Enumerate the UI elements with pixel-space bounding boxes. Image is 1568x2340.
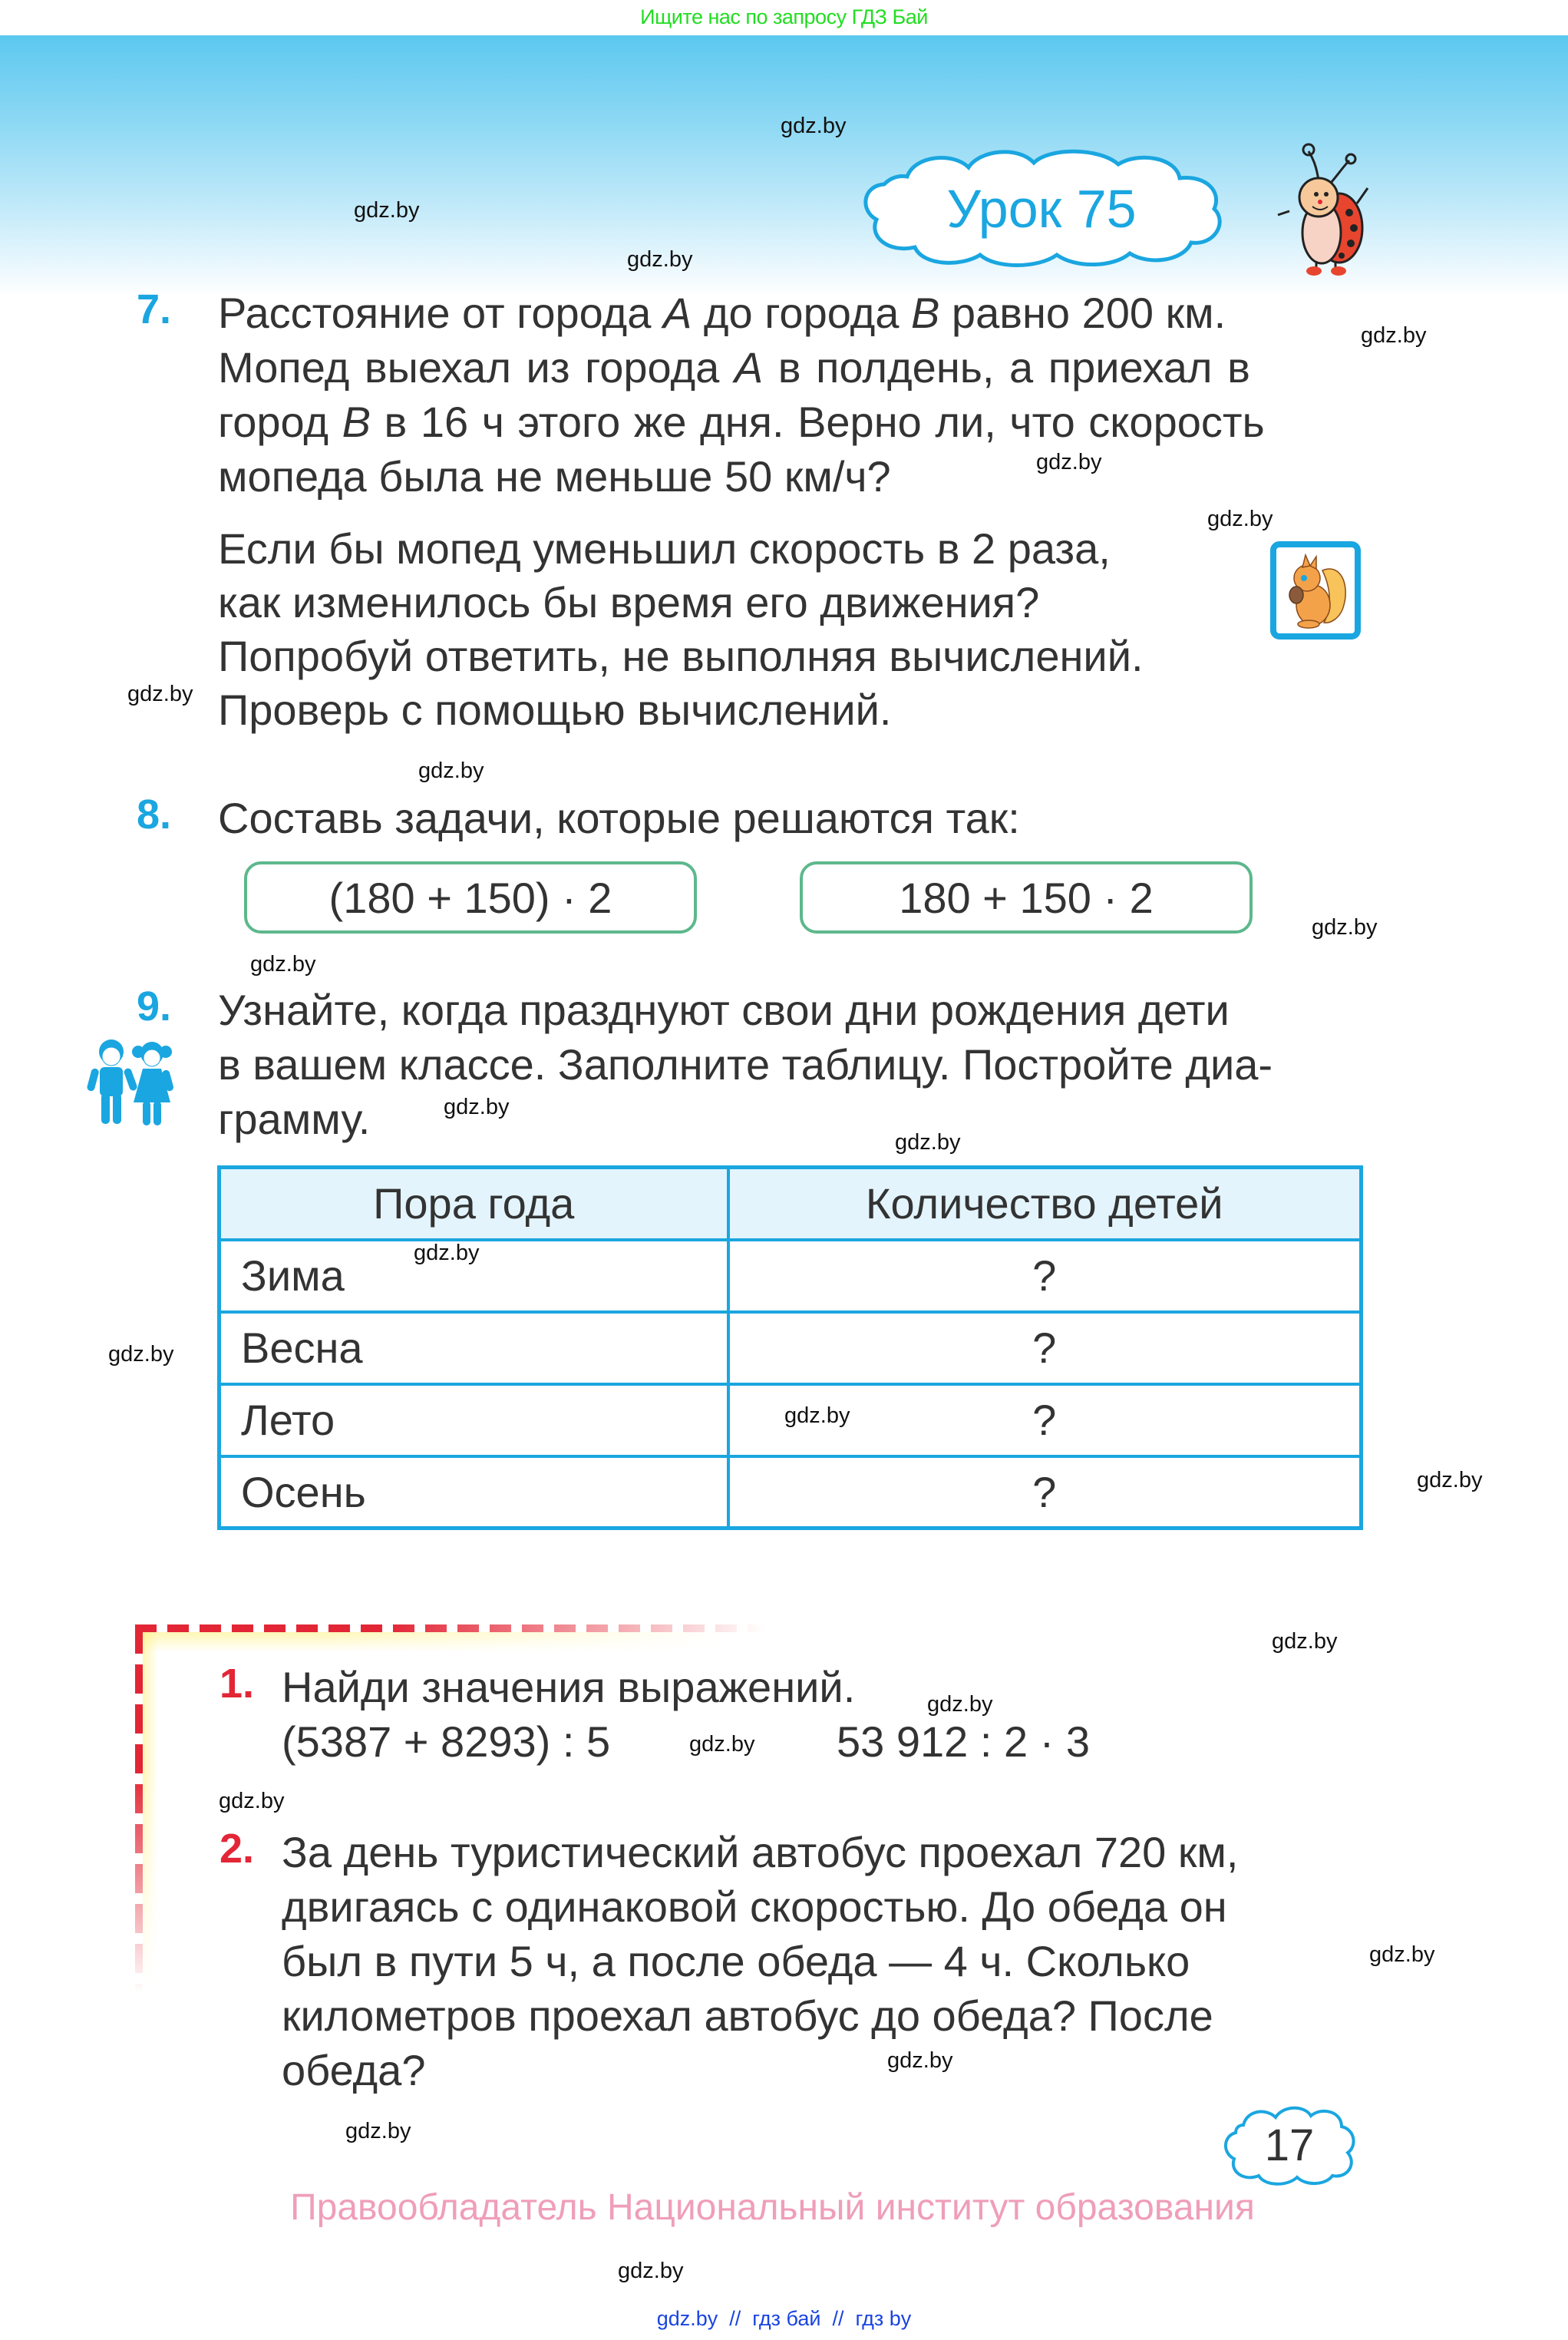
ladybug-mascot-icon [1274,142,1374,276]
review-2-line: обеда? [282,2046,426,2094]
review-2-line [282,1934,1358,1988]
watermark: gdz.by [219,1789,285,1813]
watermark: gdz.by [1312,915,1378,940]
footer-links[interactable] [0,2307,1568,2331]
followup-line: Попробуй ответить, не выполняя вычислений. [218,632,1144,680]
season-cell: Осень [220,1456,728,1529]
text-fragment: в полдень, а приехал в [763,343,1250,392]
footer-links-text[interactable]: gdz.by // гдз бай // гдз by [656,2307,912,2330]
expression: 53 912 : 2 · 3 [837,1717,1091,1766]
review-2-line [282,1825,1358,1879]
kids-pair-work-icon [84,1036,184,1129]
variable-a: A [734,343,764,392]
task-9-line-2: в вашем классе. Заполните таблицу. Постройте диа- [218,1040,1273,1089]
season-cell: Лето [220,1384,728,1456]
table-row [220,1456,1362,1529]
watermark: gdz.by [127,682,193,706]
text-line: Узнайте, когда празднуют свои дни рождения дети [218,986,1230,1034]
review-2-line [282,1988,1358,2043]
dashed-border-left [135,1624,143,1993]
table-row [220,1240,1362,1312]
task-7-number: 7. [137,286,172,332]
watermark: gdz.by [108,1342,174,1367]
text-fragment: равно 200 км. [939,289,1226,337]
watermark: gdz.by [1417,1468,1483,1492]
page-number-cloud [1220,2102,1358,2186]
expression: 180 + 150 · 2 [899,873,1154,922]
text-line: был в пути 5 ч, а после обеда — 4 ч. Сколько [282,1937,1190,1985]
task-7-line-4 [218,449,1465,504]
text-line: двигаясь с одинаковой скоростью. До обеда он [282,1882,1227,1931]
watermark: gdz.by [444,1095,510,1119]
variable-b: B [911,289,940,337]
column-header-season: Пора года [220,1168,728,1240]
watermark: gdz.by [1369,1942,1435,1967]
followup-line: как изменилось бы время его движения? [218,578,1040,626]
task-7-line-3 [218,395,1465,449]
lesson-title: Урок 75 [946,179,1137,239]
task-8-prompt: Составь задачи, которые решаются так: [218,794,1020,842]
watermark: gdz.by [887,2048,953,2073]
task-8-number: 8. [137,792,172,838]
task-8-text [218,791,1020,845]
column-header-count: Количество детей [728,1168,1362,1240]
watermark: gdz.by [250,952,316,977]
text-fragment: Расстояние от города [218,289,663,337]
review-1-expr-2 [837,1714,1090,1769]
season-cell: Весна [220,1312,728,1384]
count-cell: ? [728,1456,1362,1529]
task-7-line-1 [218,286,1465,340]
task-7-text [218,286,1465,504]
copyright-text: Правообладатель Национальный институт образования [290,2187,1255,2228]
table-row [220,1384,1362,1456]
text-fragment: в 16 ч этого же дня. Верно ли, что скорость [371,398,1265,446]
watermark: gdz.by [689,1732,755,1757]
copyright-notice [0,2186,1568,2229]
review-2-text [282,1825,1358,2097]
text-line: километров проехал автобус до обеда? После [282,1991,1213,2040]
page-number: 17 [1264,2120,1315,2170]
watermark: gdz.by [927,1692,993,1717]
review-2-number: 2. [220,1826,255,1872]
review-1-text [282,1660,855,1714]
text-fragment: до города [692,289,912,337]
top-banner [0,0,1568,35]
review-2-line [282,1879,1358,1934]
review-1-prompt: Найди значения выражений. [282,1663,856,1711]
watermark: gdz.by [1361,323,1427,348]
watermark: gdz.by [627,247,693,272]
count-cell: ? [728,1384,1362,1456]
task-9-text [218,983,1465,1146]
top-banner-text: Ищите нас по запросу ГДЗ Бай [640,5,928,28]
watermark: gdz.by [781,114,847,138]
watermark: gdz.by [618,2259,684,2283]
task-9-line-3: грамму. [218,1095,371,1143]
watermark: gdz.by [1272,1629,1338,1654]
variable-b: B [342,398,371,446]
expression: (5387 + 8293) : 5 [282,1717,611,1766]
followup-line: Проверь с помощью вычислений. [218,686,892,734]
text-fragment: Мопед выехал из города [218,343,734,392]
review-1-number: 1. [220,1661,255,1707]
expression-box-2 [800,861,1253,934]
followup-line: Если бы мопед уменьшил скорость в 2 раза, [218,524,1111,573]
watermark: gdz.by [784,1403,850,1428]
lesson-title-cloud [853,146,1230,269]
expression: (180 + 150) · 2 [328,873,612,922]
watermark: gdz.by [418,759,484,783]
watermark: gdz.by [895,1130,961,1155]
task-7-followup [218,522,1144,737]
task-7-line-2 [218,340,1465,395]
review-1-expr-1 [282,1714,610,1769]
text-fragment: город [218,398,342,446]
text-fragment: мопеда была не меньше 50 км/ч? [218,452,891,501]
table-row [220,1312,1362,1384]
season-cell: Зима [220,1240,728,1312]
task-9-line-1 [218,983,1465,1037]
dashed-border-top [135,1624,764,1632]
watermark: gdz.by [1036,450,1102,474]
season-birthday-table [217,1165,1363,1530]
frame-glow [141,1632,725,1652]
variable-a: A [662,289,692,337]
watermark: gdz.by [354,198,420,223]
table-header-row [220,1168,1362,1240]
count-cell: ? [728,1240,1362,1312]
count-cell: ? [728,1312,1362,1384]
squirrel-hint-icon [1270,541,1361,640]
expression-box-1 [244,861,697,934]
frame-glow [143,1632,158,1985]
watermark: gdz.by [1207,507,1273,531]
text-line: За день туристический автобус проехал 720 км, [282,1828,1239,1876]
task-9-number: 9. [137,983,172,1030]
watermark: gdz.by [414,1241,480,1265]
watermark: gdz.by [345,2119,411,2143]
